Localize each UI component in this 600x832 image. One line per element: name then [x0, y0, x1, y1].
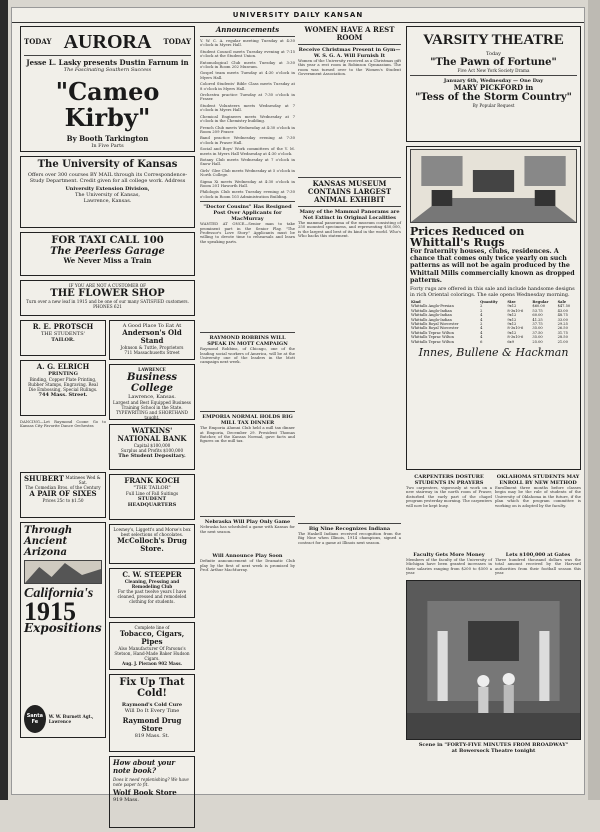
- varsity-date: January 6th, Wednesday — One Day: [443, 78, 544, 84]
- tobacco-line: Also Manufacturer Of Parsons's Stetson, Hand-Made Baker Hudson Cigars.: [114, 646, 190, 661]
- taxi-line-2: The Peerless Garage: [50, 246, 165, 257]
- broadway-scene-photo: [406, 580, 581, 740]
- rugs-table-cell: 37.75: [532, 322, 543, 327]
- rugs-table-cell: 29.25: [557, 322, 568, 327]
- elrich-line-1: PRINTING: [48, 371, 78, 377]
- oklahoma-body: Enrollment three months before classes begin may be the rule of students of the University of Oklahoma in the future, if the plan which the program committee is working on is adopted by the faculty.: [495, 485, 581, 508]
- column-4-lower-right: [495, 474, 581, 576]
- protsch-line-2: TAILOR.: [51, 337, 75, 343]
- tobacco-addr: Aug. J. Pieraon 902 Mass.: [121, 661, 183, 666]
- varsity-sub: Five Act New York Society Drama: [457, 68, 530, 73]
- aurora-feature: "Cameo Kirby": [55, 77, 160, 132]
- announcement-item: Y. W. C. A. regular meeting Tuesday at 4:30 o'clock in Myers Hall.: [200, 38, 295, 48]
- varsity-note: By Popular Request: [472, 103, 515, 108]
- robbins-head: RAYMOND ROBBINS WILL SPEAK IN MOTT CAMPAIGN: [207, 335, 288, 348]
- announcement-item: Student Volunteers meets Wednesday at 7 o'clock in Myers Hall.: [200, 102, 295, 113]
- flower-tail: Turn over a new leaf in 1915 and be one of our many SATISFIED customers. PHONES 621: [26, 299, 189, 309]
- rugs-table-cell: 4: [480, 330, 483, 335]
- university-title: The University of Kansas: [37, 159, 178, 170]
- lowney-ad: [109, 524, 195, 564]
- rugs-table-body: [410, 304, 577, 344]
- notebook-name: Wolf Book Store: [113, 788, 177, 797]
- faculty-body: Members of the faculty of the University of Michigan have been granted increases in their salaries ranging from $200 to $500 a year.: [406, 557, 492, 576]
- rugs-table-cell: Whittalls Teprac Wilton: [411, 339, 454, 344]
- aurora-today-right: TODAY: [163, 37, 191, 46]
- rugs-table-cell: 41.25: [532, 317, 543, 322]
- california-title-c: Arizona: [24, 547, 67, 558]
- notebook-text: Does it need replenishing? We have note paper to fit.: [113, 777, 189, 787]
- california-year: 1915: [24, 597, 76, 626]
- rugs-table-cell: Whittalls Royal Worcester: [411, 322, 459, 327]
- announcement-item: Sigma Xi meets Wednesday at 4:30 o'clock in Room 201 Haworth Hall.: [200, 178, 295, 188]
- announcements-title: Announcements: [215, 25, 280, 34]
- koch-name: FRANK KOCH: [124, 476, 180, 485]
- elrich-ad: [20, 360, 106, 416]
- rugs-table-cell: $60.00: [532, 304, 545, 309]
- announcement-item: French Club meets Wednesday at 4:30 o'clock in Room 209 Fraser.: [200, 124, 295, 134]
- announcement-item: Philologis Club meets Tuesday evening at 7:30 o'clock in Room 103 Administration Building.: [200, 189, 295, 199]
- varsity-ad: [406, 26, 581, 142]
- california-title-d: California's: [24, 586, 94, 601]
- flower-prefix: IF YOU ARE NOT A CUSTOMER OF: [68, 283, 147, 288]
- rugs-column-header: Quantity: [480, 300, 498, 305]
- anderson-line: Johnson & Tuttle, Proprietors: [120, 345, 184, 350]
- raymond-addr: 819 Mass. St.: [134, 733, 170, 739]
- koch-line-2: Full Line of Fall Suitings: [125, 491, 179, 496]
- aurora-today-left: TODAY: [24, 37, 52, 46]
- column-1-lower-right: [109, 320, 195, 832]
- shubert-line: The Comedian Bros. of the Century: [25, 485, 101, 490]
- bignine-body: The Haskell Indians received recognition from the Big Nine when Illinois, 1914 champions, signed a contract for a game at Illinois next season.: [298, 531, 401, 545]
- notebook-question: How about your note book?: [113, 758, 176, 775]
- nebraska-head: Nebraska Will Play Only Game: [204, 519, 291, 526]
- nebraska-body: Nebraska has scheduled a game with Kansas for the next season.: [200, 524, 295, 534]
- varsity-star: MARY PICKFORD in: [453, 83, 534, 92]
- santa-fe-logo-icon: Santa Fe: [24, 705, 46, 733]
- varsity-feature: "The Pawn of Fortune": [430, 57, 557, 68]
- university-address-2: The University of Kansas,: [75, 192, 140, 198]
- column-2: [200, 26, 295, 572]
- rugs-column-header: Sale: [557, 300, 567, 305]
- mountain-illustration: [24, 560, 102, 584]
- raymond-name: Raymond Drug Store: [122, 716, 182, 733]
- business-college-city: Lawrence, Kansas.: [128, 394, 176, 400]
- flower-name: THE FLOWER SHOP: [50, 288, 165, 299]
- california-ad: [20, 522, 106, 738]
- rugs-table-cell: 8-3x10-6: [507, 335, 524, 340]
- university-body: Offers over 300 courses BY MAIL through its Correspondence-Study Department. Credit given for all college work. Address: [27, 172, 188, 184]
- rugs-table-cell: Whittalls Anglo-Indian: [411, 313, 452, 318]
- rugs-table-cell: 8-3x10-6: [507, 308, 524, 313]
- watkins-capital: Capital $100,000: [133, 443, 171, 448]
- watkins-surplus: Surplus and Profits $100,000: [120, 448, 184, 453]
- gates-head: Lets $100,000 at Gates: [505, 552, 571, 558]
- rugs-table-cell: 31.75: [557, 330, 568, 335]
- shubert-sub: Matinees Wed & Sat.: [65, 475, 101, 485]
- shubert-price: Prices 25c to $1.50: [42, 498, 84, 503]
- koch-line-1: "THE TAILOR": [133, 485, 171, 491]
- rugs-table-cell: Whittalls Royal Worcester: [411, 326, 459, 331]
- emporia-head: EMPORIA NORMAL HOLDS BIG MILL TAX DINNER: [202, 414, 293, 427]
- doctor-body: WANTED AT ONCE—Senior man to take prominent part in the Senior Play, "The Professor's Love Story." Applicants must be willing to devote time to rehearsals and learn the speaking parts.: [200, 221, 295, 244]
- university-ad: [20, 156, 195, 228]
- lowney-text-2: best selections of chocolates.: [120, 532, 184, 537]
- rugs-table-cell: 26.50: [557, 326, 568, 331]
- robbins-body: Raymond Robbins, of Chicago, one of the leading social workers of America, will be at the University one of the leaders in the Mott campaign next week.: [200, 346, 295, 365]
- emporia-body: The Emporia Alumni Club held a mill tax dinner at Emporia, December 29. President Thomas Butcher, of the Kansas Normal, gave facts and figures on the mill tax.: [200, 425, 295, 444]
- fixup-text: Fix Up That Cold!: [119, 677, 185, 699]
- rugs-table-row: [410, 340, 577, 344]
- museum-body: The mammal panorama of the museum consisting of 250 mounted specimens, and representing $50,000, is the largest and best of its kind in the world. Who's Who backs this statement.: [298, 220, 401, 239]
- taxi-ad: [20, 232, 195, 276]
- rugs-column-header: Regular: [532, 300, 549, 305]
- california-title-a: Through: [24, 525, 73, 536]
- newspaper-page: [12, 8, 584, 803]
- announcement-item: Colored Students' Bible Class meets Tuesday at 8 o'clock in Myers Hall.: [200, 81, 295, 91]
- rugs-table-cell: 21.00: [557, 339, 568, 344]
- steeper-ad: [109, 568, 195, 618]
- faculty-head: Faculty Gets More Money: [413, 552, 485, 558]
- page-edge-right: [588, 0, 600, 800]
- column-3: [298, 26, 401, 545]
- announcement-item: Social and Boys' Work committees of the Y. M. meets in Myers Hall Wednesday at 4:30 o'clock.: [200, 146, 295, 156]
- rugs-table-cell: 28.50: [557, 335, 568, 340]
- shubert-ad: [20, 472, 106, 518]
- rugs-table-cell: Whittalls Anglo-Indian: [411, 317, 452, 322]
- protsch-name: R. E. PROTSCH: [32, 322, 94, 331]
- anderson-name: Anderson's Old Stand: [122, 328, 182, 345]
- rugs-table-cell: 33.00: [557, 317, 568, 322]
- california-expositions: Expositions: [24, 621, 102, 635]
- business-college-ad: [109, 364, 195, 420]
- column-1-lower: [20, 320, 195, 832]
- rugs-table-cell: 2: [480, 308, 483, 313]
- announcement-item: Student Council meets Tuesday evening at 7:15 o'clock at the Student Union.: [200, 48, 295, 59]
- elrich-line-2: Binding, Copper Plate Printing, Rubber Stamps, Engraving. Real Die Embossing, Special Rulings.: [28, 377, 98, 392]
- oklahoma-head: OKLAHOMA STUDENTS MAY ENROLL BY NEW METHOD: [496, 474, 580, 486]
- elrich-line-3: 744 Mass. Street.: [38, 392, 88, 398]
- aurora-author: By Booth Tarkington: [66, 134, 149, 143]
- koch-ad: [109, 474, 195, 520]
- announcements-list: [200, 39, 295, 199]
- room-illustration: [410, 149, 577, 223]
- steeper-name: C. W. STEEPER: [122, 570, 182, 579]
- rugs-table: [410, 300, 577, 344]
- rugs-ad: [406, 146, 581, 470]
- rugs-table-cell: Whittalls Teprac Wilton: [411, 330, 454, 335]
- anderson-ad: [109, 320, 195, 360]
- rugs-table-cell: 6: [480, 339, 483, 344]
- anderson-head: A Good Place To Eat At: [122, 323, 182, 329]
- restroom-head: WOMEN HAVE A REST ROOM: [304, 25, 395, 42]
- rugs-column-header: Size: [507, 300, 516, 305]
- rugs-text-2: Forty rugs are offered in this sale and include handsome designs in rich Oriental colorings. The sale opens Wednesday morning.: [410, 286, 575, 299]
- notebook-addr: 919 Mass.: [113, 797, 139, 803]
- varsity-today: Today: [486, 51, 501, 57]
- notebook-ad: [109, 756, 195, 828]
- aurora-subtitle: The Fascinating Southern Success: [63, 67, 152, 73]
- museum-sub: Many of the Mammal Panorams are Not Extinct in Original Localities: [299, 209, 400, 221]
- page-edge-shadow: [0, 0, 8, 800]
- carpenters-body: Two carpenters, vigorously at work on a new stairway in the north room of Fraser, disturbed the early part of the chapel program yesterday morning. The carpenters will now be kept busy.: [406, 485, 492, 508]
- taxi-line-1: FOR TAXI CALL 100: [51, 235, 164, 246]
- announcement-item: Band practice Wednesday evening at 7:30 o'clock in Fraser Hall.: [200, 135, 295, 145]
- anderson-addr: 711 Massachusetts Street: [124, 350, 180, 355]
- rugs-table-cell: 9x12: [507, 313, 517, 318]
- protsch-ad: [20, 320, 106, 356]
- rugs-column-header: Kind: [411, 300, 421, 305]
- rugs-table-cell: 8-3x10-6: [507, 326, 524, 331]
- business-college-name: Business College: [126, 372, 178, 394]
- rugs-head: Prices Reduced on Whittall's Rugs: [410, 225, 525, 249]
- announcement-item: Gospel team meets Tuesday at 4:30 o'clock in Myers Hall.: [200, 70, 295, 80]
- rugs-table-cell: Whittalls Anglo-Persian: [411, 304, 454, 309]
- scene-caption: Scene in "FORTY-FIVE MINUTES FROM BROADWAY": [418, 741, 569, 748]
- aurora-title: AURORA: [63, 31, 152, 53]
- varsity-feature-2: "Tess of the Storm Country": [415, 92, 572, 103]
- protsch-line-1: THE STUDENTS': [40, 331, 86, 337]
- army-head: Will Announce Play Soon: [212, 553, 283, 560]
- announcement-item: Botany Club meets Wednesday at 7 o'clock in Snow Hall.: [200, 156, 295, 167]
- rugs-table-cell: 6x9: [507, 339, 514, 344]
- lowney-name: McColloch's Drug Store.: [117, 536, 187, 553]
- raymond-line-2: Will Do It Every Time: [124, 708, 180, 714]
- rugs-table-cell: 4: [480, 313, 483, 318]
- koch-line-3: STUDENT HEADQUARTERS: [127, 496, 177, 508]
- rugs-table-cell: 2: [480, 322, 483, 327]
- flower-shop-ad: [20, 280, 195, 316]
- fixup-ad: [109, 674, 195, 752]
- column-1: [20, 26, 195, 832]
- announcement-item: Orchestra practice Tuesday at 7:30 o'clock in Fraser.: [200, 92, 295, 102]
- tobacco-head: Complete line of: [134, 625, 170, 630]
- business-college-text: Largest and Best Equipped Business Training School in the State. TYPEWRITING and SHORTHAND taught.: [113, 400, 191, 420]
- california-agent: W. W. Burnett Agt., Lawrence: [48, 714, 94, 724]
- aurora-ad: [20, 26, 195, 152]
- rugs-table-cell: 43.00: [557, 308, 568, 313]
- rugs-table-cell: 4: [480, 326, 483, 331]
- varsity-title: VARSITY THEATRE: [423, 32, 564, 48]
- rugs-table-cell: 9x12: [507, 304, 517, 309]
- steeper-body: For the past twelve years I have cleaned, pressed and remodeled clothing for students.: [117, 589, 187, 604]
- rugs-table-cell: $47.50: [557, 304, 571, 309]
- rugs-table-cell: 35.00: [532, 335, 543, 340]
- tobacco-name: Tobacco, Cigars, Pipes: [119, 629, 185, 646]
- shubert-main: A PAIR OF SIXES: [29, 489, 97, 498]
- announcement-item: Girls' Glee Club meets Wednesday at 5 o'clock in North College.: [200, 167, 295, 178]
- column-1-lower-left: [20, 320, 106, 832]
- rugs-table-cell: Whittalls Teprac Wilton: [411, 335, 454, 340]
- column-4-lower: [406, 474, 581, 576]
- rugs-table-cell: 4: [480, 317, 483, 322]
- rugs-table-cell: 53.75: [532, 308, 543, 313]
- rugs-table-cell: 9x12: [507, 317, 517, 322]
- california-title-b: Ancient: [24, 536, 68, 547]
- army-body: Definite announcement of the Dramatic Club play by the first of next week is promised by Prof. Arthur MacMurray.: [200, 558, 295, 572]
- watkins-ad: [109, 424, 195, 470]
- aurora-presents: Jesse L. Lasky presents Dustin Farnum in: [26, 58, 189, 67]
- museum-head: KANSAS MUSEUM CONTAINS LARGEST ANIMAL EXHIBIT: [307, 179, 392, 204]
- university-address-1: University Extension Division,: [65, 186, 150, 192]
- doctor-head: "Doctor Cousins" Has Resigned Post Over Applicants for MacMurray: [203, 204, 292, 223]
- rugs-table-cell: 9x12: [507, 330, 517, 335]
- university-address-3: Lawrence, Kansas.: [83, 198, 132, 204]
- rugs-text: For fraternity houses, clubs, residences. A chance that comes only twice yearly on such patterns as will not be again produced by the Whittall Mills commercially known as dropped patterns.: [410, 248, 575, 284]
- rugs-table-cell: Whittalls Anglo-Indian: [411, 308, 452, 313]
- elrich-name: A. G. ELRICH: [36, 362, 90, 371]
- rugs-table-cell: 60.00: [532, 313, 543, 318]
- rugs-table-cell: 9x12: [507, 322, 517, 327]
- carpenters-head: CARPENTERS DOSTURE STUDENTS IN PRAYERS: [414, 474, 484, 486]
- business-college-top: LAWRENCE: [138, 367, 166, 372]
- restroom-body: Women of the University received as a Christmas gift this year a rest room in Robinson Gymnasium. The room was turned over to the Women's Student Government Association.: [298, 58, 401, 77]
- steeper-line: Cleaning, Pressing and Remodeling Club: [124, 579, 180, 589]
- bignine-head: Big Nine Recognizes Indiana: [308, 526, 391, 532]
- rugs-table-cell: 4: [480, 335, 483, 340]
- announcement-item: Chemical Engineers meets Wednesday at 7 o'clock in the Chemistry building.: [200, 113, 295, 124]
- rugs-signature: Innes, Bullene & Hackman: [418, 346, 569, 360]
- masthead: UNIVERSITY DAILY KANSAN: [12, 8, 584, 23]
- rugs-table-cell: 48.75: [557, 313, 568, 318]
- shubert-title: SHUBERT: [24, 474, 64, 483]
- rugs-table-cell: 35.00: [532, 326, 543, 331]
- aurora-parts: In Five Parts: [91, 143, 124, 149]
- rugs-table-cell: 2: [480, 304, 483, 309]
- watkins-note: The Student Depositary.: [118, 453, 186, 459]
- watkins-name: WATKINS' NATIONAL BANK: [117, 426, 187, 443]
- gates-body: Three hundred thousand dollars was the total amount received by the Harvard authorities from their football season this year.: [495, 557, 581, 576]
- rugs-table-cell: 25.00: [532, 339, 543, 344]
- lowney-text: Lowney's, Liggett's and Morse's box: [113, 527, 191, 532]
- announcement-item: Entomological Club meets Tuesday at 3:30 o'clock in Room 202 Museum.: [200, 59, 295, 70]
- raymond-line-1: Raymond's Cold Cure: [121, 702, 183, 708]
- scene-sub: at Bowersock Theatre tonight: [451, 747, 536, 754]
- column-4-lower-left: [406, 474, 492, 576]
- rugs-table-cell: 37.50: [532, 330, 543, 335]
- restroom-sub: Receive Christmas Present in Gym—W. S. G. A. Will Furnish It: [298, 47, 401, 59]
- tobacco-ad: [109, 622, 195, 670]
- dancing-notice: DANCING—Let Raymond Coone Go to Kansas City Favorite Dance Orchestra: [20, 419, 106, 429]
- column-4: [406, 26, 581, 754]
- taxi-line-3: We Never Miss a Train: [63, 256, 152, 265]
